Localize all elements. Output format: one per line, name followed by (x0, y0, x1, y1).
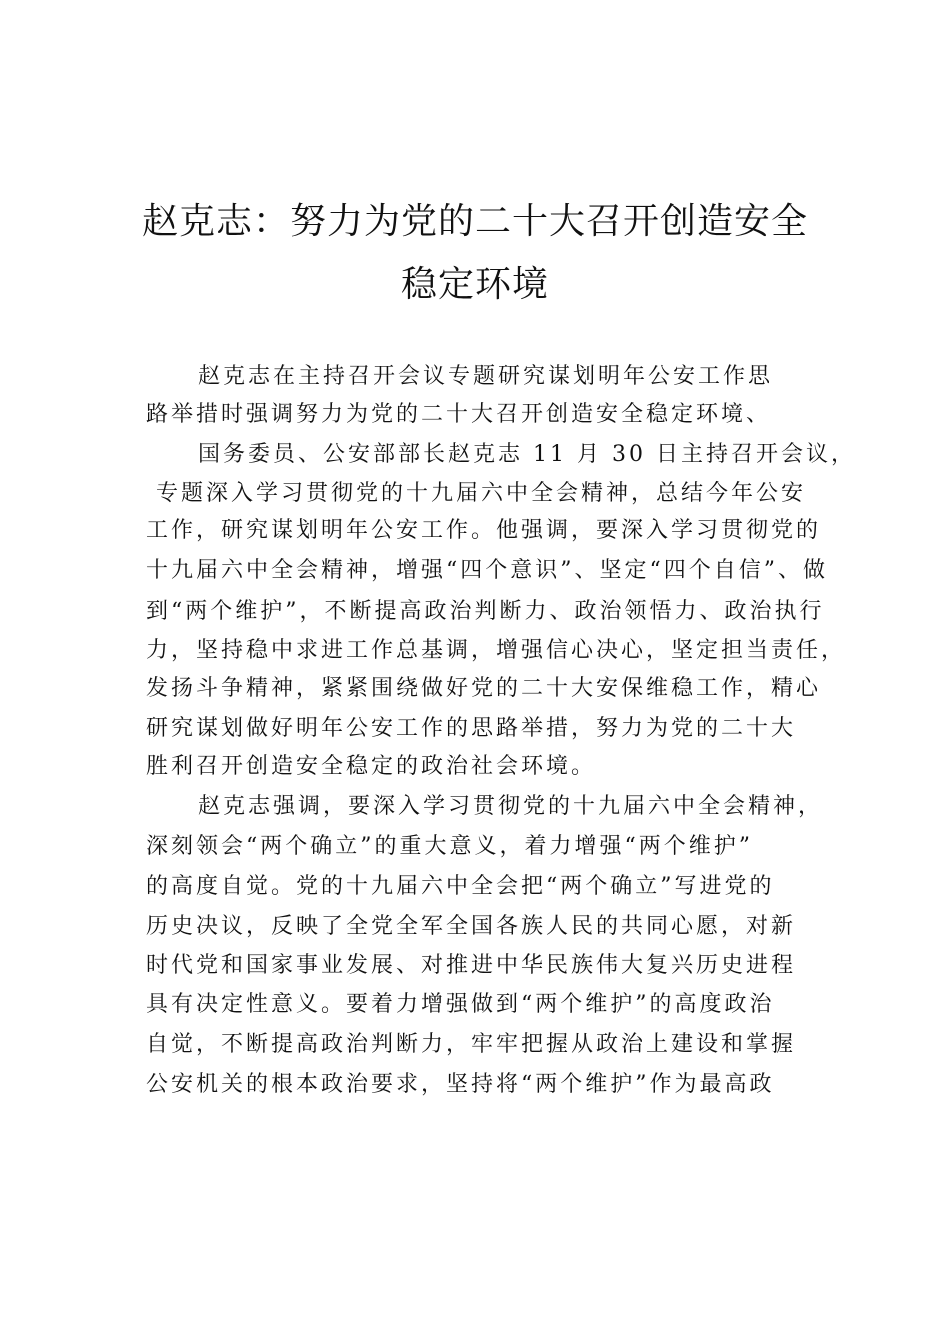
paragraph-2-line: 研究谋划做好明年公安工作的思路举措，努力为党的二十大 (146, 716, 797, 741)
document-title-line-2: 稳定环境 (400, 264, 549, 305)
paragraph-1-line: 路举措时强调努力为党的二十大召开创造安全稳定环境、 (146, 402, 772, 427)
paragraph-2-line: 专题深入学习贯彻党的十九届六中全会精神，总结今年公安 (156, 481, 807, 506)
paragraph-3-line: 的高度自觉。党的十九届六中全会把“两个确立”写进党的 (146, 874, 775, 899)
document-title-line-1: 赵克志：努力为党的二十大召开创造安全 (141, 201, 808, 242)
paragraph-3-line: 深刻领会“两个确立”的重大意义，着力增强“两个维护” (146, 834, 753, 859)
paragraph-3-line: 时代党和国家事业发展、对推进中华民族伟大复兴历史进程 (146, 953, 797, 978)
paragraph-2-line: 国务委员、公安部部长赵克志 11 月 30 日主持召开会议， (198, 442, 856, 467)
paragraph-2-line: 发扬斗争精神，紧紧围绕做好党的二十大安保维稳工作，精心 (146, 676, 822, 701)
paragraph-3-line: 具有决定性意义。要着力增强做到“两个维护”的高度政治 (146, 992, 775, 1017)
paragraph-2-line: 胜利召开创造安全稳定的政治社会环境。 (146, 754, 597, 779)
paragraph-2-line: 十九届六中全会精神，增强“四个意识”、坚定“四个自信”、做 (146, 558, 828, 583)
paragraph-3-line: 历史决议，反映了全党全军全国各族人民的共同心愿，对新 (146, 914, 797, 939)
paragraph-3-line: 自觉，不断提高政治判断力，牢牢把握从政治上建设和掌握 (146, 1032, 797, 1057)
paragraph-2-line: 力，坚持稳中求进工作总基调，增强信心决心，坚定担当责任， (146, 638, 847, 663)
paragraph-2-line: 工作，研究谋划明年公安工作。他强调，要深入学习贯彻党的 (146, 518, 822, 543)
paragraph-1-line: 赵克志在主持召开会议专题研究谋划明年公安工作思 (198, 364, 774, 389)
paragraph-3-line: 公安机关的根本政治要求，坚持将“两个维护”作为最高政 (146, 1072, 775, 1097)
paragraph-2-line: 到“两个维护”，不断提高政治判断力、政治领悟力、政治执行 (146, 599, 825, 624)
paragraph-3-line: 赵克志强调，要深入学习贯彻党的十九届六中全会精神， (198, 794, 824, 819)
